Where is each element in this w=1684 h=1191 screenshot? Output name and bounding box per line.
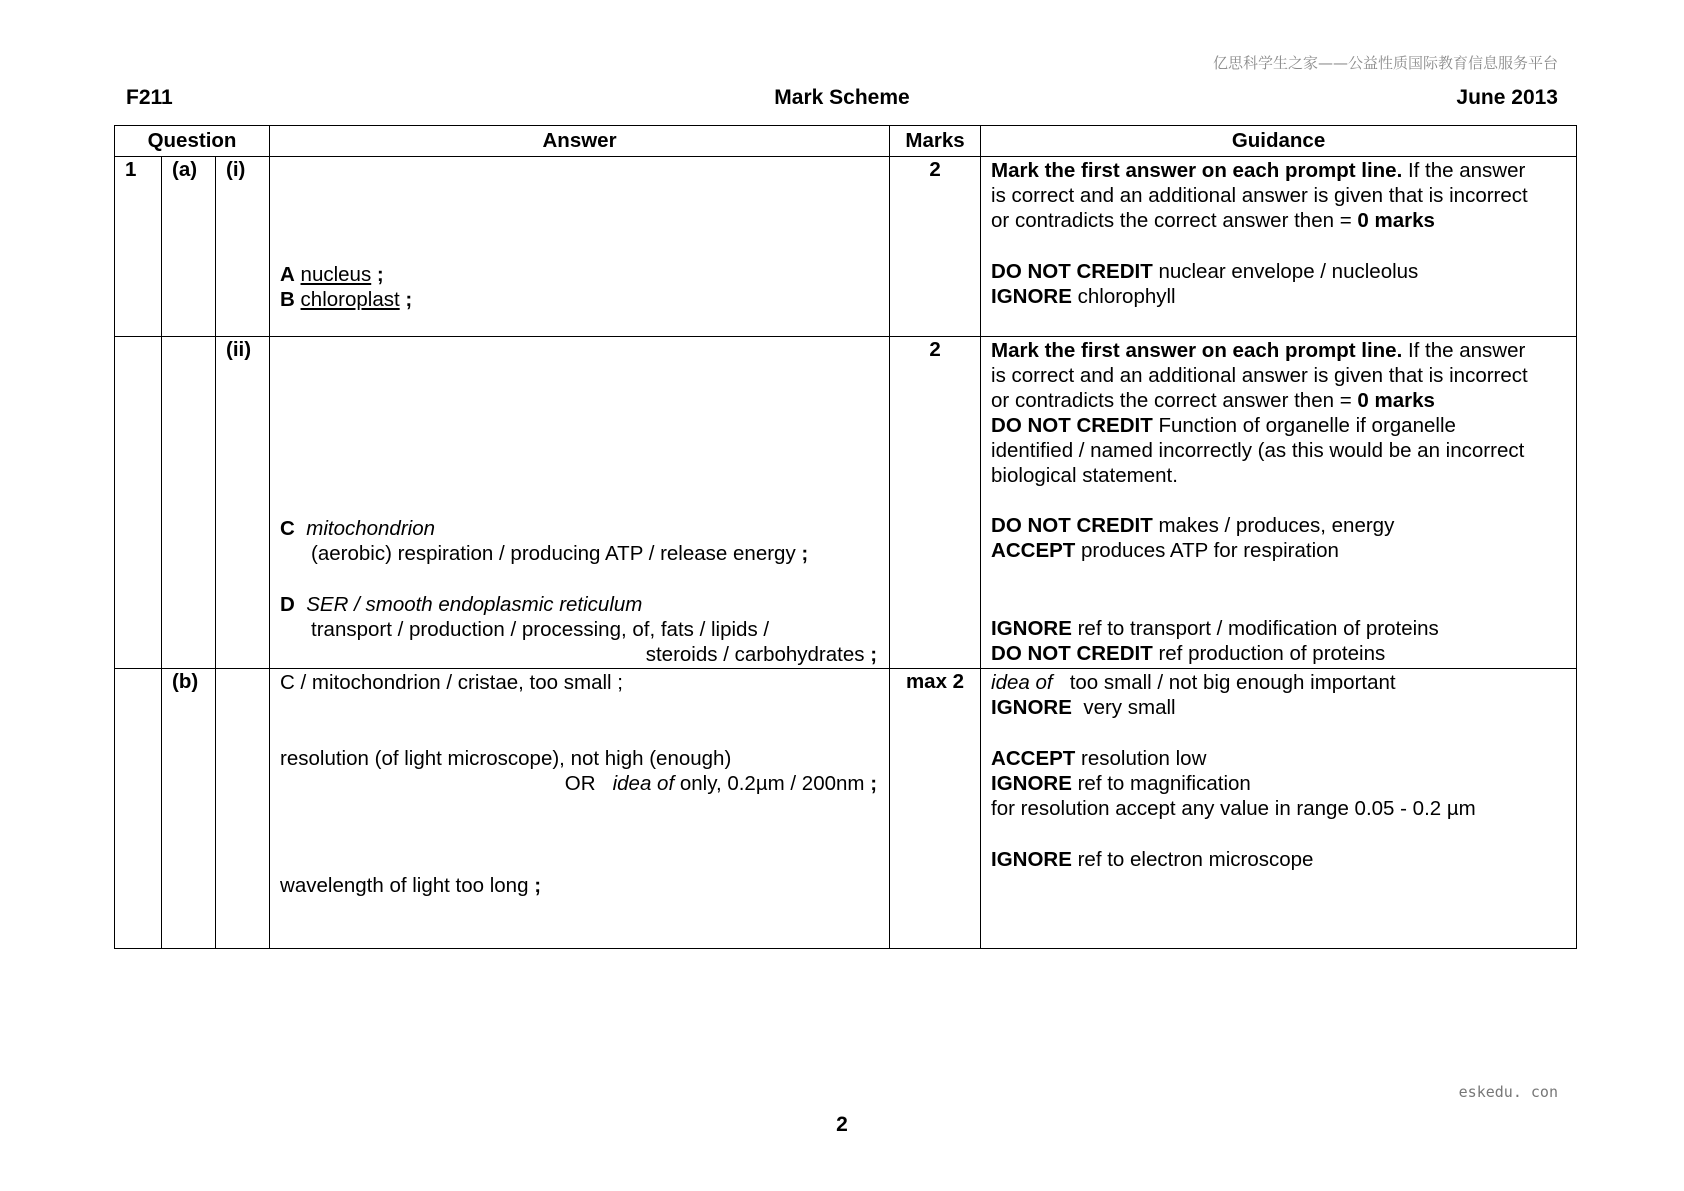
marks-cell: 2 — [890, 157, 981, 337]
answer-line: resolution (of light microscope), not high (enough) — [280, 747, 732, 770]
guidance-line: for resolution accept any value in range 0.05 - 0.2 µm — [991, 797, 1476, 820]
question-subpart: (i) — [216, 157, 270, 337]
guidance-line: DO NOT CREDIT Function of organelle if organelle — [991, 414, 1456, 437]
watermark-bottom: eskedu. con — [1458, 1083, 1558, 1101]
guidance-line: idea of too small / not big enough important — [991, 671, 1396, 694]
marks-cell: max 2 — [890, 669, 981, 949]
guidance-line: Mark the first answer on each prompt line. If the answer — [991, 339, 1526, 362]
answer-line: wavelength of light too long ; — [280, 874, 542, 897]
answer-line: C mitochondrion — [280, 517, 436, 540]
answer-line: (aerobic) respiration / producing ATP / release energy ; — [311, 542, 809, 565]
answer-term: nucleus — [300, 263, 372, 286]
answer-cell — [270, 157, 890, 337]
page-number: 2 — [836, 1113, 848, 1136]
answer-line: C / mitochondrion / cristae, too small ; — [280, 671, 623, 694]
answer-cell — [270, 669, 890, 949]
answer-line: steroids / carbohydrates ; — [645, 643, 878, 666]
guidance-line: IGNORE ref to electron microscope — [991, 848, 1314, 871]
answer-line: A nucleus ; — [280, 263, 384, 286]
guidance-line: IGNORE very small — [991, 696, 1176, 719]
answer-line: D SER / smooth endoplasmic reticulum — [280, 593, 643, 616]
column-header-answer: Answer — [270, 126, 890, 157]
answer-line: B chloroplast ; — [280, 288, 413, 311]
document-title: Mark Scheme — [774, 86, 910, 109]
exam-date: June 2013 — [1456, 86, 1558, 109]
table-row — [115, 337, 1577, 669]
answer-term: chloroplast — [300, 288, 400, 311]
question-part: (a) — [162, 157, 216, 337]
guidance-line: is correct and an additional answer is given that is incorrect — [991, 364, 1528, 387]
guidance-line: ACCEPT produces ATP for respiration — [991, 539, 1339, 562]
question-subpart: (ii) — [216, 337, 270, 669]
mark-scheme-table — [114, 125, 1577, 949]
answer-line: OR idea of only, 0.2µm / 200nm ; — [564, 772, 878, 795]
table-row — [115, 669, 1577, 949]
guidance-line: DO NOT CREDIT makes / produces, energy — [991, 514, 1395, 537]
question-part: (b) — [162, 669, 216, 949]
guidance-line: Mark the first answer on each prompt line. If the answer — [991, 159, 1526, 182]
table-header-row — [115, 126, 1577, 157]
marks-cell: 2 — [890, 337, 981, 669]
guidance-cell — [981, 669, 1577, 949]
guidance-line: identified / named incorrectly (as this would be an incorrect — [991, 439, 1525, 462]
answer-cell — [270, 337, 890, 669]
guidance-line: is correct and an additional answer is given that is incorrect — [991, 184, 1528, 207]
watermark-top: 亿思科学生之家——公益性质国际教育信息服务平台 — [1212, 54, 1558, 72]
guidance-cell — [981, 337, 1577, 669]
question-number: 1 — [115, 157, 162, 337]
guidance-line: or contradicts the correct answer then = 0 marks — [991, 209, 1435, 232]
guidance-line: IGNORE ref to magnification — [991, 772, 1251, 795]
guidance-line: DO NOT CREDIT nuclear envelope / nucleolus — [991, 260, 1419, 283]
guidance-line: DO NOT CREDIT ref production of proteins — [991, 642, 1386, 665]
column-header-guidance: Guidance — [981, 126, 1577, 157]
guidance-cell — [981, 157, 1577, 337]
paper-code: F211 — [126, 86, 173, 109]
guidance-line: or contradicts the correct answer then = 0 marks — [991, 389, 1435, 412]
column-header-marks: Marks — [890, 126, 981, 157]
table-row — [115, 157, 1577, 337]
guidance-line: IGNORE ref to transport / modification of proteins — [991, 617, 1439, 640]
guidance-line: IGNORE chlorophyll — [991, 285, 1176, 308]
guidance-line: ACCEPT resolution low — [991, 747, 1207, 770]
guidance-line: biological statement. — [991, 464, 1178, 487]
column-header-question: Question — [115, 126, 270, 157]
answer-line: transport / production / processing, of, fats / lipids / — [311, 618, 770, 641]
